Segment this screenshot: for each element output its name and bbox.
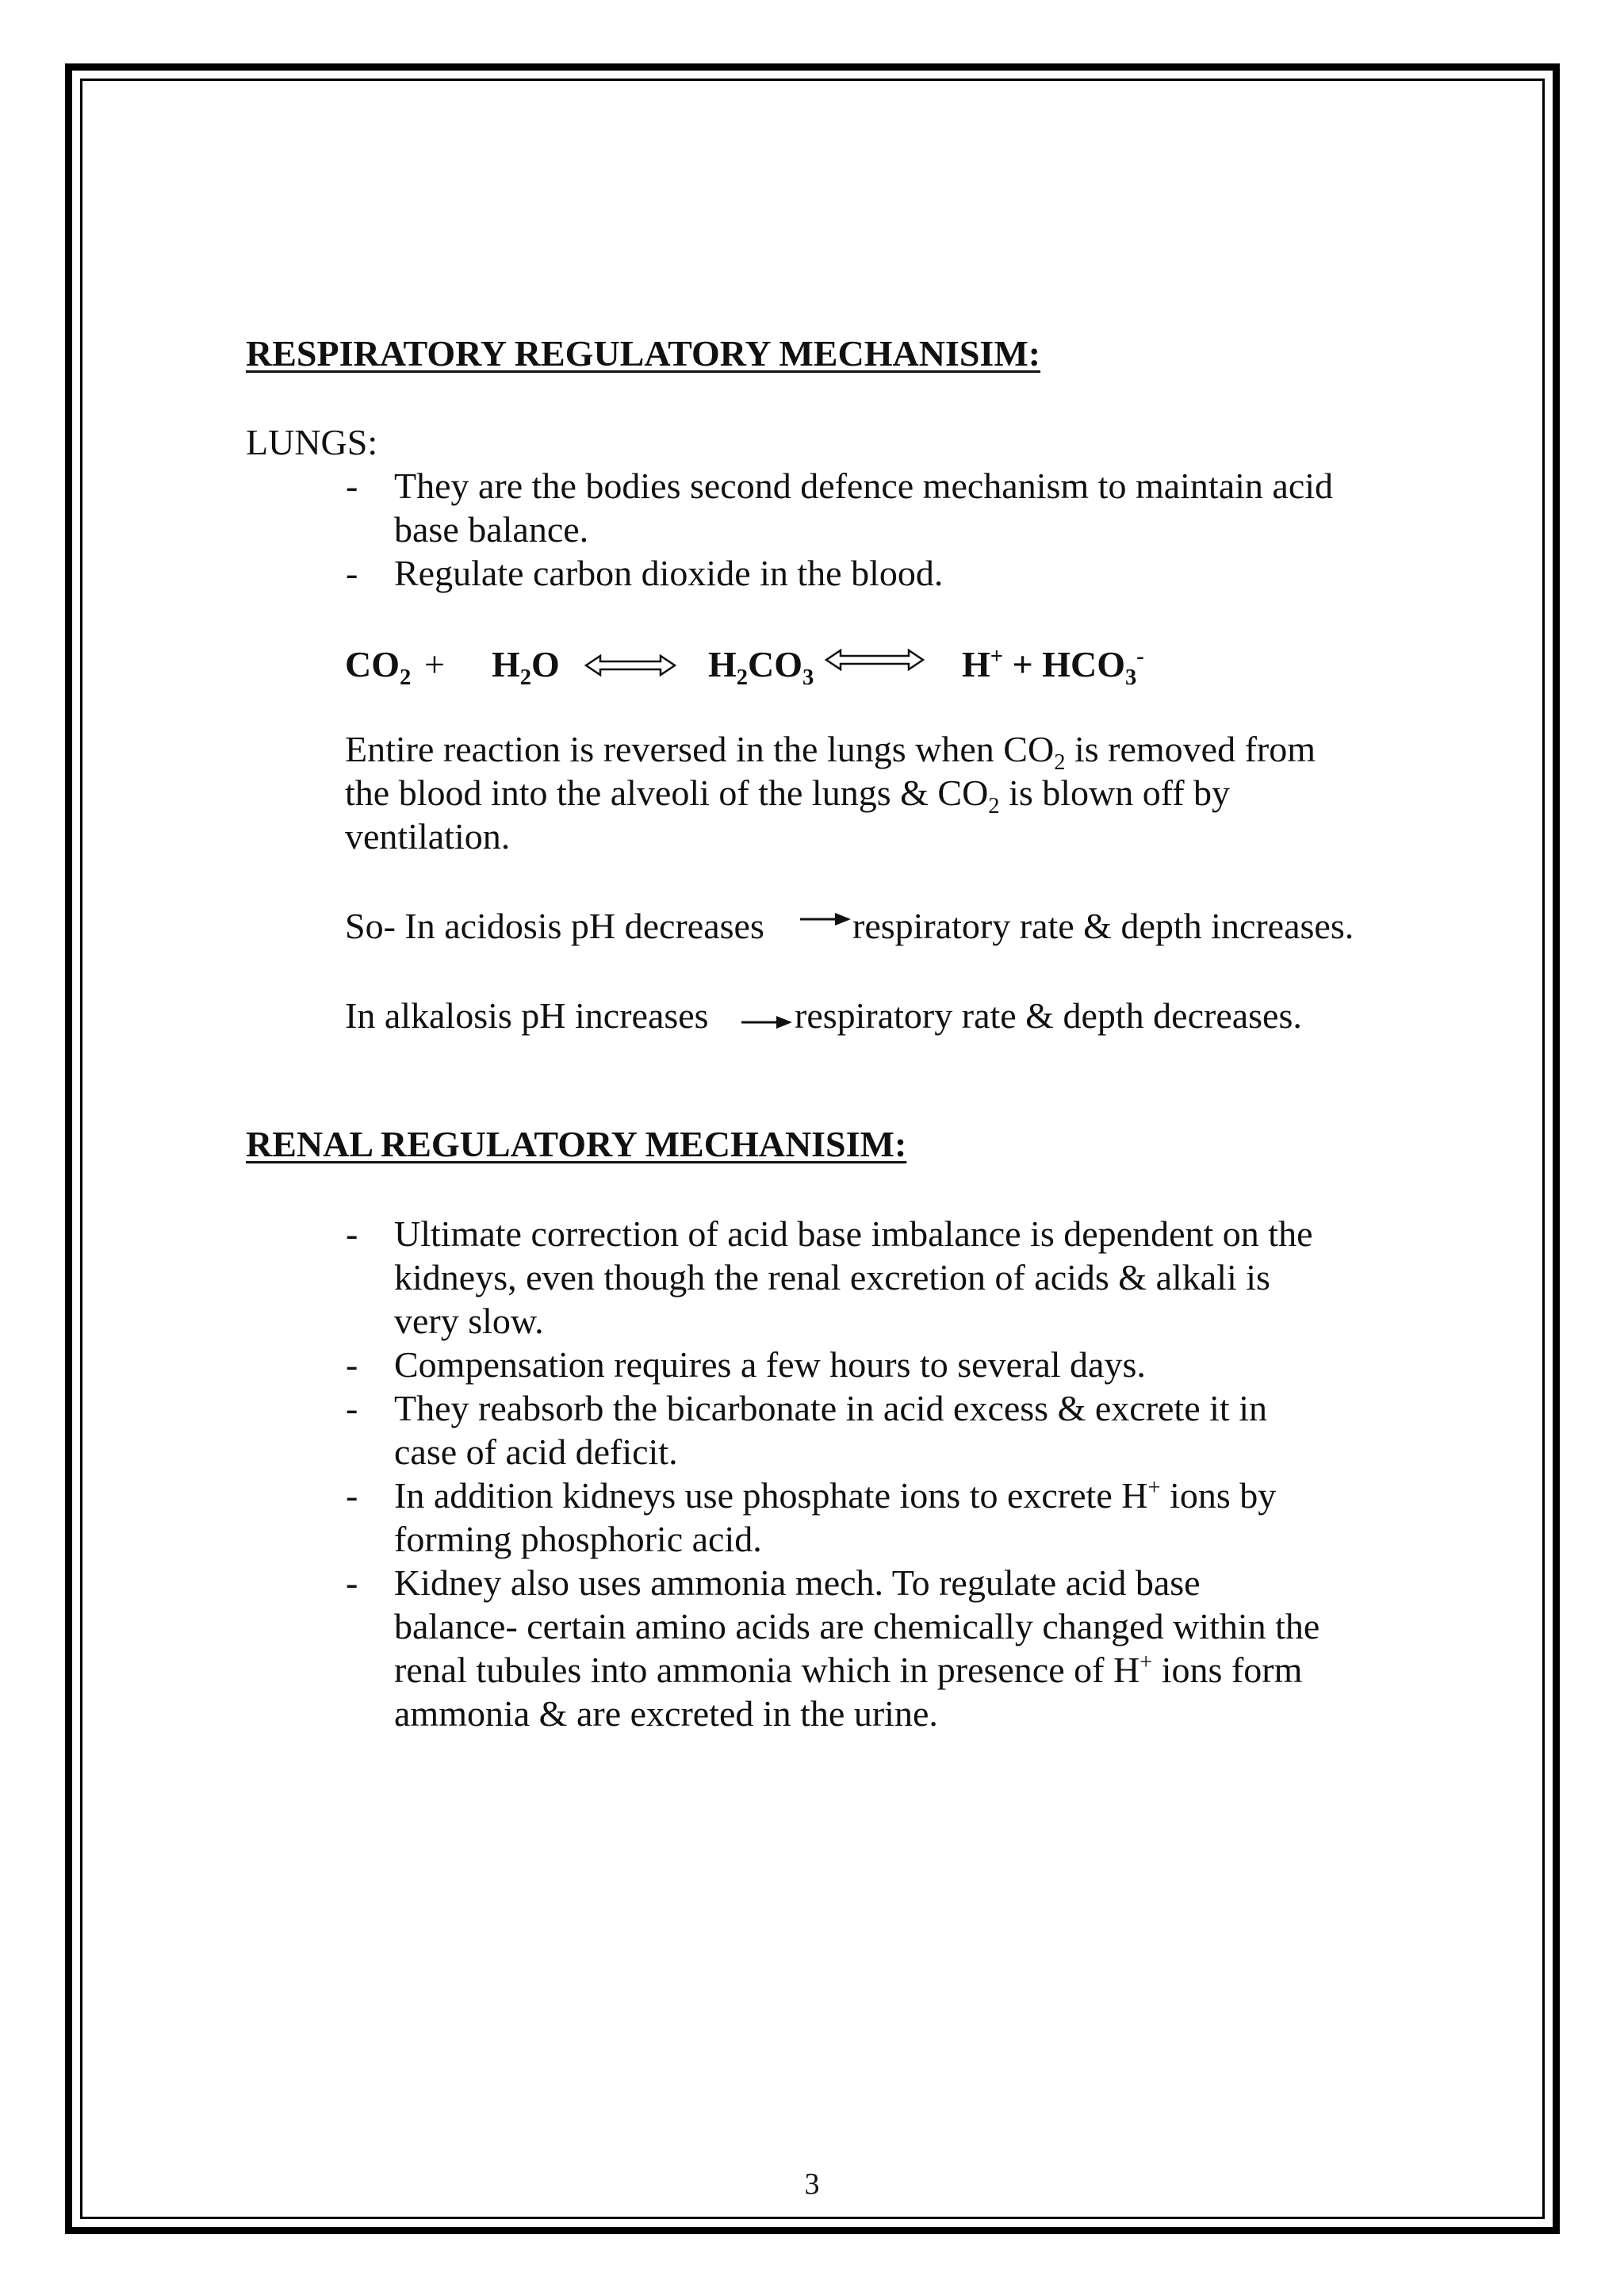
- bullet-dash: -: [346, 1213, 358, 1254]
- renal-bullet-1: Ultimate correction of acid base imbalance is dependent on the kidneys, even though the renal excretion of acids & alkali is very slow.: [394, 1213, 1313, 1341]
- bullet-dash: -: [346, 1562, 358, 1603]
- reversal-line-1: Entire reaction is reversed in the lungs when $CO_2$ is removed from: [345, 729, 1316, 776]
- renal-bullet-2: Compensation requires a few hours to several days.: [394, 1344, 1146, 1385]
- respiratory-bullet-2: Regulate carbon dioxide in the blood.: [394, 553, 944, 593]
- page-number: 3: [804, 2168, 820, 2201]
- reversal-line-3: ventilation.: [345, 816, 511, 857]
- renal-bullet-5-line-3: renal tubules into ammonia which in presence of H+ ions form: [394, 1650, 1303, 1690]
- arrow-right-icon: [740, 1014, 794, 1031]
- lungs-label: LUNGS:: [246, 422, 378, 462]
- arrow-right-icon: [799, 910, 852, 928]
- equation-h2co3: $H_2CO_3$: [708, 644, 814, 691]
- alkalosis-effect: respiratory rate & depth decreases.: [795, 995, 1302, 1036]
- renal-bullet-4-line-2: forming phosphoric acid.: [394, 1519, 762, 1559]
- renal-bullet-4-line-1: In addition kidneys use phosphate ions to excrete H+ ions by: [394, 1475, 1277, 1516]
- reversal-line-2: the blood into the alveoli of the lungs & $CO_2$ is blown off by: [345, 772, 1231, 819]
- alkalosis-cause: In alkalosis pH increases: [345, 995, 709, 1036]
- renal-bullet-5-line-1: Kidney also uses ammonia mech. To regulate acid base: [394, 1562, 1201, 1603]
- bullet-dash: -: [346, 466, 358, 506]
- respiratory-bullet-1: They are the bodies second defence mechanism to maintain acid base balance.: [394, 466, 1334, 550]
- equation-plus: +: [424, 644, 445, 684]
- acidosis-cause: So- In acidosis pH decreases: [345, 906, 764, 946]
- bullet-dash: -: [346, 1475, 358, 1516]
- double-arrow-icon: [583, 652, 678, 679]
- renal-bullet-3: They reabsorb the bicarbonate in acid excess & excrete it in case of acid deficit.: [394, 1388, 1267, 1472]
- renal-heading: RENAL REGULATORY MECHANISIM:: [246, 1124, 907, 1164]
- equation-h2o: $H_2O$: [492, 644, 560, 691]
- respiratory-heading: RESPIRATORY REGULATORY MECHANISIM:: [246, 333, 1041, 374]
- renal-bullet-5-line-4: ammonia & are excreted in the urine.: [394, 1693, 938, 1734]
- bullet-dash: -: [346, 1344, 358, 1385]
- equation-co2: $CO_2$: [345, 644, 412, 691]
- equation-h-ion-bicarbonate: $H^+ + HCO_3^-$: [962, 644, 1144, 691]
- bullet-dash: -: [346, 553, 358, 593]
- acidosis-effect: respiratory rate & depth increases.: [852, 906, 1354, 946]
- double-arrow-icon: [823, 646, 926, 673]
- renal-bullet-5-line-2: balance- certain amino acids are chemically changed within the: [394, 1606, 1320, 1646]
- bullet-dash: -: [346, 1388, 358, 1428]
